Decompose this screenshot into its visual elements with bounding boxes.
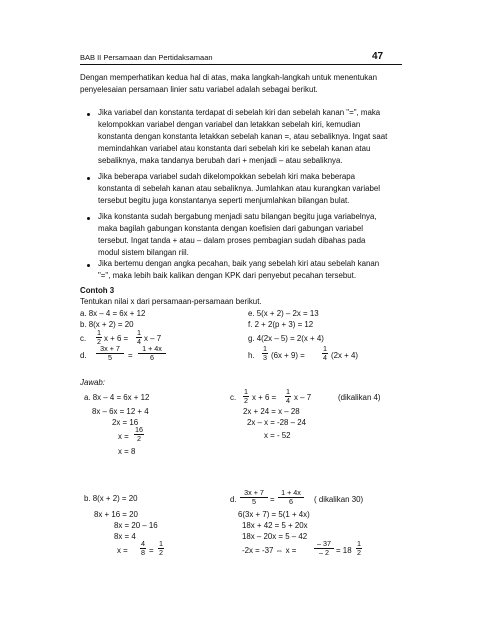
example-title: Contoh 3: [80, 286, 115, 295]
header-rule: [80, 64, 402, 65]
answer-c-line: x = - 52: [264, 431, 291, 440]
answer-d-line: 6(3x + 7) = 5(1 + 4x): [238, 510, 310, 519]
bullet-line: tersebut. Ingat tanda + atau – dalam proses pembagian sudah dibahas pada: [98, 236, 366, 245]
answer-b-line: 8x = 4: [114, 532, 136, 541]
bullet-line: "=", maka lebih baik kalikan dengan KPK dari penyebut pecahan tersebut.: [98, 271, 357, 280]
problem-b: b. 8(x + 2) = 20: [80, 320, 134, 329]
bullet-line: maka bagilah gabungan konstanta dengan koefisien dari gabungan variabel: [98, 224, 363, 233]
bullet-dot: [87, 264, 90, 267]
answer-a-line: 2x = 16: [112, 418, 139, 427]
fraction: 3x + 7 5: [240, 489, 268, 506]
bullet-dot: [87, 177, 90, 180]
bullet-line: konstanta dengan konstanta letakkan sebelah kanan =, atau sebaliknya. Ingat saat: [98, 132, 388, 141]
answer-b-line: x =: [117, 546, 128, 555]
problem-e: e. 5(x + 2) – 2x = 13: [248, 309, 319, 318]
problem-h-label: h.: [248, 351, 255, 360]
problem-h-text: (2x + 4): [331, 351, 358, 360]
bullet-line: kelompokkan variabel dengan variabel dan letakkan sebelah kiri, kemudian: [98, 120, 361, 129]
answer-d-line: 18x – 20x = 5 – 42: [242, 532, 308, 541]
fraction: 1 2: [244, 387, 248, 405]
answer-b-line: 8x + 16 = 20: [94, 510, 138, 519]
problem-c-text: x – 7: [144, 334, 162, 343]
answer-d-result: = 18: [336, 546, 352, 555]
answer-d-line: -2x = -37 ⇔ x =: [242, 546, 297, 555]
answer-a-line: 8x – 6x = 12 + 4: [92, 407, 149, 416]
answer-c-line: 2x + 24 = x – 28: [243, 407, 300, 416]
problem-a: a. 8x – 4 = 6x + 12: [80, 309, 146, 318]
answer-d-label: d.: [230, 495, 237, 504]
fraction: 16 2: [135, 425, 143, 443]
bullet-line: sebaliknya, maka tandanya berubah dari + menjadi – atau sebaliknya.: [98, 156, 343, 165]
intro-line: penyelesaian persamaan linier satu variabel adalah sebagai berikut.: [80, 85, 318, 94]
bullet-line: konstanta di sebelah kanan atau sebaliknya. Jumlahkan atau kurangkan variabel: [98, 184, 381, 193]
equals-sign: =: [128, 351, 133, 360]
answer-c-label: c.: [230, 393, 237, 402]
answer-label: Jawab:: [80, 378, 106, 387]
bullet-dot: [87, 217, 90, 220]
equals-sign: =: [149, 546, 154, 555]
answer-d-note: ( dikalikan 30): [314, 495, 364, 504]
answer-c-text: x – 7: [294, 393, 312, 402]
problem-g: g. 4(2x – 5) = 2(x + 4): [248, 334, 324, 343]
problem-c-label: c.: [80, 334, 87, 343]
equals-sign: =: [270, 495, 275, 504]
fraction: 1 + 4x 6: [138, 345, 166, 362]
fraction: 1 4: [137, 328, 141, 346]
fraction: 1 4: [286, 387, 290, 405]
fraction: – 37 – 2: [314, 540, 334, 557]
answer-a-line: x = 8: [118, 447, 136, 456]
bullet-line: Jika beberapa variabel sudah dikelompokkan sebelah kiri maka beberapa: [98, 172, 356, 181]
bullet-line: tersebut begitu juga konstantanya seperti menjumlahkan bilangan bulat.: [98, 196, 350, 205]
chapter-header: BAB II Persamaan dan Pertidaksamaan: [80, 53, 213, 62]
answer-b-line: b. 8(x + 2) = 20: [84, 494, 138, 503]
answer-c-note: (dikalikan 4): [338, 393, 381, 402]
fraction: 4 8: [141, 539, 145, 557]
example-instruction: Tentukan nilai x dari persamaan-persamaan berikut.: [80, 297, 262, 306]
bullet-dot: [87, 113, 90, 116]
bullet-line: Jika variabel dan konstanta terdapat di sebelah kiri dan sebelah kanan "=", maka: [98, 108, 381, 117]
answer-c-line: 2x – x = -28 – 24: [247, 418, 306, 427]
answer-a-line: a. 8x – 4 = 6x + 12: [84, 393, 150, 402]
fraction: 1 2: [159, 539, 163, 557]
fraction: 1 2: [97, 328, 101, 346]
answer-c-text: x + 6 =: [252, 393, 277, 402]
fraction: 1 4: [323, 344, 327, 362]
bullet-line: Jika konstanta sudah bergabung menjadi satu bilangan begitu juga variabelnya,: [98, 212, 377, 221]
answer-d-line: 18x + 42 = 5 + 20x: [242, 521, 308, 530]
answer-b-line: 8x = 20 – 16: [114, 521, 158, 530]
problem-c-text: x + 6 =: [104, 334, 129, 343]
fraction: 3x + 7 5: [96, 345, 124, 362]
fraction: 1 2: [357, 539, 361, 557]
bullet-line: Jika bertemu dengan angka pecahan, baik yang sebelah kiri atau sebelah kanan: [98, 259, 380, 268]
page-number: 47: [372, 51, 384, 62]
answer-a-line: x =: [118, 432, 129, 441]
fraction: 1 3: [263, 344, 267, 362]
problem-f: f. 2 + 2(p + 3) = 12: [248, 320, 314, 329]
problem-h-text: (6x + 9) =: [271, 351, 305, 360]
bullet-line: modul sistem bilangan riil.: [98, 248, 189, 257]
bullet-line: memindahkan variabel atau konstanta dari sebelah kiri ke sebelah kanan atau: [98, 144, 371, 153]
problem-d-label: d.: [80, 351, 87, 360]
fraction: 1 + 4x 6: [278, 489, 304, 506]
intro-line: Dengan memperhatikan kedua hal di atas, maka langkah-langkah untuk menentukan: [80, 73, 377, 82]
